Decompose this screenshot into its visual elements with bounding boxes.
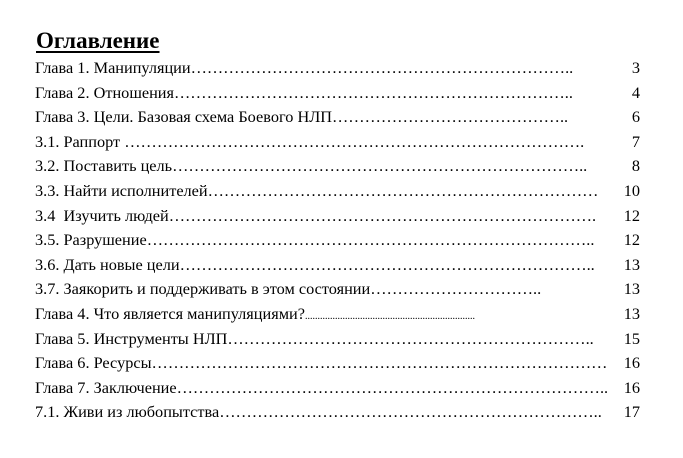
toc-entry[interactable] xyxy=(35,154,640,179)
toc-entry-label: Глава 1. Манипуляции xyxy=(35,58,191,77)
toc-entry-page-number: 12 xyxy=(623,230,640,250)
toc-entry-page-number: 15 xyxy=(623,328,640,348)
toc-entry-page-number: 13 xyxy=(623,254,640,274)
toc-entry-page-number: 8 xyxy=(631,156,640,176)
toc-page xyxy=(35,26,640,425)
toc-entry-label: 3.3. Найти исполнителей xyxy=(35,180,208,200)
toc-entry-page-number: 6 xyxy=(631,107,640,127)
toc-entry-leader: ……………………………………………………………………….. xyxy=(146,230,595,250)
toc-entry[interactable] xyxy=(35,327,640,352)
toc-entry[interactable] xyxy=(35,277,640,302)
toc-entry-label: Глава 4. Что является манипуляциями? xyxy=(35,303,305,323)
toc-entry-page-number: 7 xyxy=(631,131,640,151)
toc-entry-leader: …………………………………………………………………….. xyxy=(176,377,609,397)
toc-entry[interactable] xyxy=(35,400,640,425)
toc-entry-label: Глава 6. Ресурсы xyxy=(35,353,152,373)
toc-entry-leader: ………………………….. xyxy=(370,279,542,299)
toc-entry-label: Глава 2. Отношения xyxy=(35,82,174,102)
toc-entry[interactable] xyxy=(35,228,640,253)
toc-entry-label: Глава 5. Инструменты НЛП xyxy=(35,328,228,348)
toc-entry[interactable] xyxy=(35,351,640,376)
toc-entry-label: 3.4 Изучить людей xyxy=(35,205,169,225)
toc-entry[interactable] xyxy=(35,253,640,278)
toc-entry-label: 3.5. Разрушение xyxy=(35,230,147,250)
toc-entry-page-number: 3 xyxy=(631,58,640,77)
toc-entry[interactable] xyxy=(35,179,640,204)
toc-list xyxy=(35,56,640,425)
toc-entry-label: 3.1. Раппорт xyxy=(35,131,125,151)
toc-entry[interactable] xyxy=(35,105,640,130)
toc-entry-leader: …………………………………………………………………………. xyxy=(124,131,585,151)
toc-entry-page-number: 10 xyxy=(623,180,640,200)
toc-entry[interactable] xyxy=(35,56,640,81)
toc-entry[interactable] xyxy=(35,204,640,229)
toc-entry-label: 7.1. Живи из любопытства xyxy=(35,402,220,422)
toc-entry-leader: ………………………………………………………………………… xyxy=(151,353,608,373)
toc-entry-leader: …………………………………………………………….. xyxy=(219,402,602,422)
toc-entry-leader: ………………………………………………………….. xyxy=(227,328,594,348)
toc-entry-leader: .................................................................... xyxy=(304,310,475,322)
toc-entry[interactable] xyxy=(35,376,640,401)
toc-entry-leader: ……………………………………………………………… xyxy=(207,180,599,200)
toc-entry-label: 3.6. Дать новые цели xyxy=(35,254,180,274)
toc-entry-leader: …………………………………………………………….. xyxy=(190,58,574,77)
toc-entry-leader: ……………………………………………………………………. xyxy=(168,205,597,225)
toc-entry[interactable] xyxy=(35,302,640,327)
toc-title: Оглавление xyxy=(36,28,160,53)
toc-entry-label: Глава 7. Заключение xyxy=(35,377,177,397)
toc-entry-leader: ………………………………………………………………….. xyxy=(172,156,588,176)
toc-entry[interactable] xyxy=(35,130,640,155)
toc-entry-page-number: 13 xyxy=(623,303,640,323)
toc-entry-leader: ……………………………………………………………….. xyxy=(174,82,573,102)
toc-entry-page-number: 4 xyxy=(631,82,640,102)
toc-entry-page-number: 12 xyxy=(623,205,640,225)
toc-entry-leader: …………………………………….. xyxy=(332,107,569,127)
toc-entry-label: 3.7. Заякорить и поддерживать в этом состоянии xyxy=(35,279,371,299)
toc-entry-page-number: 17 xyxy=(623,402,640,422)
toc-entry-leader: ………………………………………………………………….. xyxy=(179,254,595,274)
toc-entry-label: Глава 3. Цели. Базовая схема Боевого НЛП xyxy=(35,107,332,127)
toc-entry-page-number: 13 xyxy=(623,279,640,299)
toc-entry[interactable] xyxy=(35,81,640,106)
toc-entry-page-number: 16 xyxy=(623,377,640,397)
toc-entry-page-number: 16 xyxy=(623,353,640,373)
toc-entry-label: 3.2. Поставить цель xyxy=(35,156,173,176)
